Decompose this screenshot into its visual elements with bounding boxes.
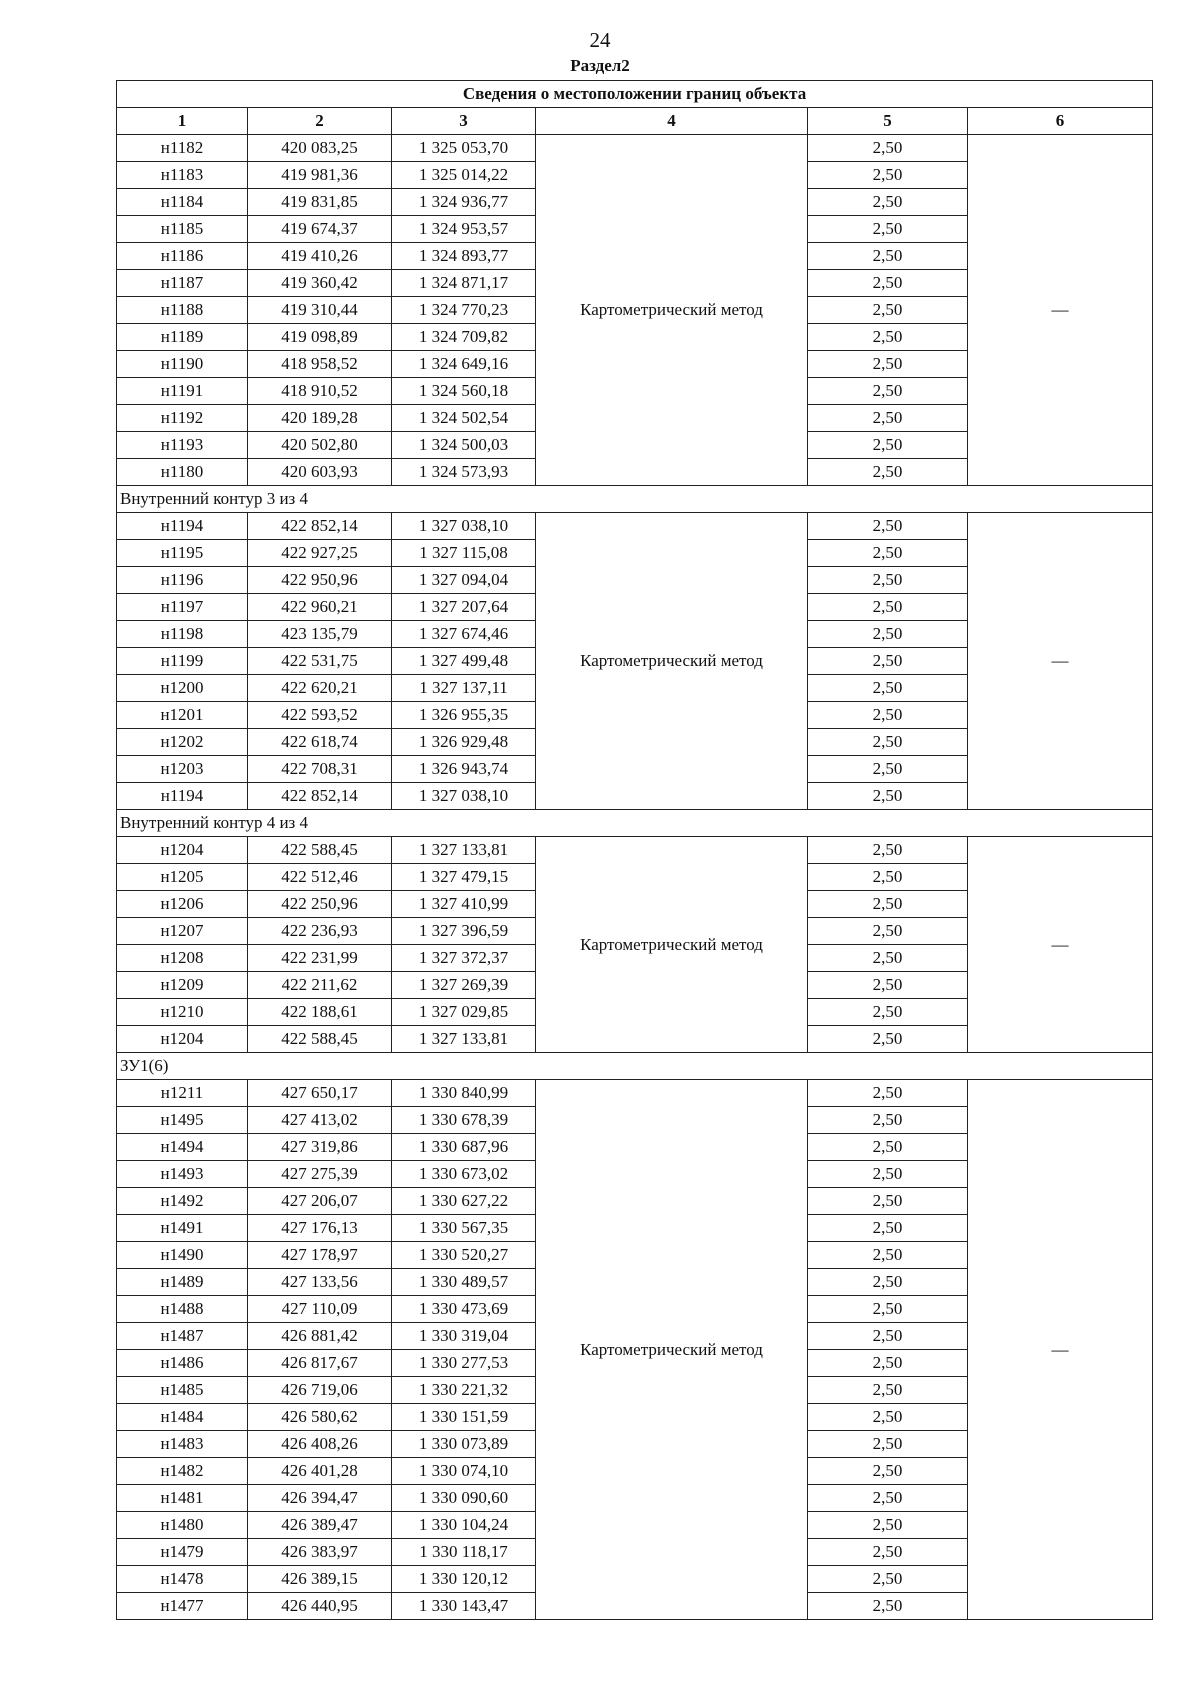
y-coordinate-cell: 1 330 277,53 [392, 1350, 536, 1377]
point-id-cell: н1188 [117, 297, 248, 324]
y-coordinate-cell: 1 330 520,27 [392, 1242, 536, 1269]
accuracy-cell: 2,50 [808, 1458, 968, 1485]
description-cell: — [968, 1080, 1153, 1620]
point-id-cell: н1196 [117, 567, 248, 594]
x-coordinate-cell: 422 852,14 [248, 513, 392, 540]
column-header: 2 [248, 108, 392, 135]
point-id-cell: н1206 [117, 891, 248, 918]
x-coordinate-cell: 422 950,96 [248, 567, 392, 594]
y-coordinate-cell: 1 324 871,17 [392, 270, 536, 297]
y-coordinate-cell: 1 327 038,10 [392, 783, 536, 810]
x-coordinate-cell: 427 319,86 [248, 1134, 392, 1161]
accuracy-cell: 2,50 [808, 594, 968, 621]
point-id-cell: н1482 [117, 1458, 248, 1485]
accuracy-cell: 2,50 [808, 783, 968, 810]
y-coordinate-cell: 1 324 893,77 [392, 243, 536, 270]
x-coordinate-cell: 420 502,80 [248, 432, 392, 459]
y-coordinate-cell: 1 327 133,81 [392, 1026, 536, 1053]
accuracy-cell: 2,50 [808, 1566, 968, 1593]
y-coordinate-cell: 1 330 143,47 [392, 1593, 536, 1620]
x-coordinate-cell: 426 580,62 [248, 1404, 392, 1431]
y-coordinate-cell: 1 324 953,57 [392, 216, 536, 243]
y-coordinate-cell: 1 330 673,02 [392, 1161, 536, 1188]
y-coordinate-cell: 1 327 499,48 [392, 648, 536, 675]
point-id-cell: н1200 [117, 675, 248, 702]
y-coordinate-cell: 1 327 372,37 [392, 945, 536, 972]
accuracy-cell: 2,50 [808, 1377, 968, 1404]
accuracy-cell: 2,50 [808, 1107, 968, 1134]
point-id-cell: н1194 [117, 513, 248, 540]
accuracy-cell: 2,50 [808, 918, 968, 945]
description-cell: — [968, 513, 1153, 810]
column-header: 4 [536, 108, 808, 135]
point-id-cell: н1198 [117, 621, 248, 648]
table-row [117, 837, 1153, 864]
x-coordinate-cell: 422 852,14 [248, 783, 392, 810]
point-id-cell: н1205 [117, 864, 248, 891]
x-coordinate-cell: 422 512,46 [248, 864, 392, 891]
x-coordinate-cell: 426 383,97 [248, 1539, 392, 1566]
y-coordinate-cell: 1 327 115,08 [392, 540, 536, 567]
y-coordinate-cell: 1 327 396,59 [392, 918, 536, 945]
accuracy-cell: 2,50 [808, 945, 968, 972]
point-id-cell: н1207 [117, 918, 248, 945]
accuracy-cell: 2,50 [808, 297, 968, 324]
column-header-row [117, 108, 1153, 135]
contour-label-row [117, 810, 1153, 837]
accuracy-cell: 2,50 [808, 432, 968, 459]
x-coordinate-cell: 419 674,37 [248, 216, 392, 243]
accuracy-cell: 2,50 [808, 999, 968, 1026]
y-coordinate-cell: 1 324 560,18 [392, 378, 536, 405]
accuracy-cell: 2,50 [808, 1593, 968, 1620]
table-title: Сведения о местоположении границ объекта [117, 81, 1153, 108]
y-coordinate-cell: 1 326 929,48 [392, 729, 536, 756]
point-id-cell: н1186 [117, 243, 248, 270]
point-id-cell: н1479 [117, 1539, 248, 1566]
accuracy-cell: 2,50 [808, 189, 968, 216]
y-coordinate-cell: 1 330 120,12 [392, 1566, 536, 1593]
x-coordinate-cell: 422 620,21 [248, 675, 392, 702]
y-coordinate-cell: 1 324 502,54 [392, 405, 536, 432]
y-coordinate-cell: 1 330 319,04 [392, 1323, 536, 1350]
y-coordinate-cell: 1 330 627,22 [392, 1188, 536, 1215]
point-id-cell: н1483 [117, 1431, 248, 1458]
contour-label-row [117, 1053, 1153, 1080]
accuracy-cell: 2,50 [808, 1431, 968, 1458]
accuracy-cell: 2,50 [808, 756, 968, 783]
x-coordinate-cell: 422 588,45 [248, 1026, 392, 1053]
boundary-table [116, 80, 1153, 1620]
accuracy-cell: 2,50 [808, 1242, 968, 1269]
accuracy-cell: 2,50 [808, 513, 968, 540]
point-id-cell: н1180 [117, 459, 248, 486]
accuracy-cell: 2,50 [808, 351, 968, 378]
y-coordinate-cell: 1 327 094,04 [392, 567, 536, 594]
table-row [117, 513, 1153, 540]
accuracy-cell: 2,50 [808, 1134, 968, 1161]
x-coordinate-cell: 420 083,25 [248, 135, 392, 162]
accuracy-cell: 2,50 [808, 243, 968, 270]
method-cell: Картометрический метод [536, 513, 808, 810]
accuracy-cell: 2,50 [808, 891, 968, 918]
y-coordinate-cell: 1 326 943,74 [392, 756, 536, 783]
y-coordinate-cell: 1 327 410,99 [392, 891, 536, 918]
point-id-cell: н1495 [117, 1107, 248, 1134]
point-id-cell: н1480 [117, 1512, 248, 1539]
accuracy-cell: 2,50 [808, 1350, 968, 1377]
x-coordinate-cell: 419 360,42 [248, 270, 392, 297]
point-id-cell: н1199 [117, 648, 248, 675]
accuracy-cell: 2,50 [808, 1188, 968, 1215]
x-coordinate-cell: 419 098,89 [248, 324, 392, 351]
accuracy-cell: 2,50 [808, 567, 968, 594]
point-id-cell: н1491 [117, 1215, 248, 1242]
accuracy-cell: 2,50 [808, 1215, 968, 1242]
x-coordinate-cell: 419 310,44 [248, 297, 392, 324]
point-id-cell: н1210 [117, 999, 248, 1026]
y-coordinate-cell: 1 330 090,60 [392, 1485, 536, 1512]
accuracy-cell: 2,50 [808, 162, 968, 189]
accuracy-cell: 2,50 [808, 1080, 968, 1107]
contour-label-row [117, 486, 1153, 513]
point-id-cell: н1192 [117, 405, 248, 432]
x-coordinate-cell: 419 831,85 [248, 189, 392, 216]
x-coordinate-cell: 423 135,79 [248, 621, 392, 648]
y-coordinate-cell: 1 327 029,85 [392, 999, 536, 1026]
y-coordinate-cell: 1 330 567,35 [392, 1215, 536, 1242]
x-coordinate-cell: 427 275,39 [248, 1161, 392, 1188]
x-coordinate-cell: 426 440,95 [248, 1593, 392, 1620]
x-coordinate-cell: 418 910,52 [248, 378, 392, 405]
point-id-cell: н1202 [117, 729, 248, 756]
point-id-cell: н1183 [117, 162, 248, 189]
point-id-cell: н1481 [117, 1485, 248, 1512]
column-header: 5 [808, 108, 968, 135]
x-coordinate-cell: 426 389,15 [248, 1566, 392, 1593]
accuracy-cell: 2,50 [808, 972, 968, 999]
accuracy-cell: 2,50 [808, 135, 968, 162]
x-coordinate-cell: 422 618,74 [248, 729, 392, 756]
x-coordinate-cell: 426 394,47 [248, 1485, 392, 1512]
accuracy-cell: 2,50 [808, 378, 968, 405]
y-coordinate-cell: 1 324 770,23 [392, 297, 536, 324]
x-coordinate-cell: 422 236,93 [248, 918, 392, 945]
method-cell: Картометрический метод [536, 1080, 808, 1620]
x-coordinate-cell: 426 719,06 [248, 1377, 392, 1404]
x-coordinate-cell: 422 927,25 [248, 540, 392, 567]
y-coordinate-cell: 1 327 038,10 [392, 513, 536, 540]
accuracy-cell: 2,50 [808, 648, 968, 675]
y-coordinate-cell: 1 324 500,03 [392, 432, 536, 459]
accuracy-cell: 2,50 [808, 405, 968, 432]
x-coordinate-cell: 427 413,02 [248, 1107, 392, 1134]
contour-label: Внутренний контур 3 из 4 [117, 486, 1153, 513]
y-coordinate-cell: 1 330 073,89 [392, 1431, 536, 1458]
accuracy-cell: 2,50 [808, 270, 968, 297]
method-cell: Картометрический метод [536, 135, 808, 486]
x-coordinate-cell: 427 176,13 [248, 1215, 392, 1242]
accuracy-cell: 2,50 [808, 837, 968, 864]
point-id-cell: н1191 [117, 378, 248, 405]
accuracy-cell: 2,50 [808, 864, 968, 891]
x-coordinate-cell: 422 211,62 [248, 972, 392, 999]
accuracy-cell: 2,50 [808, 1296, 968, 1323]
y-coordinate-cell: 1 324 649,16 [392, 351, 536, 378]
accuracy-cell: 2,50 [808, 702, 968, 729]
y-coordinate-cell: 1 330 118,17 [392, 1539, 536, 1566]
point-id-cell: н1194 [117, 783, 248, 810]
point-id-cell: н1182 [117, 135, 248, 162]
y-coordinate-cell: 1 324 936,77 [392, 189, 536, 216]
y-coordinate-cell: 1 327 133,81 [392, 837, 536, 864]
point-id-cell: н1484 [117, 1404, 248, 1431]
x-coordinate-cell: 418 958,52 [248, 351, 392, 378]
y-coordinate-cell: 1 330 678,39 [392, 1107, 536, 1134]
x-coordinate-cell: 422 188,61 [248, 999, 392, 1026]
description-cell: — [968, 135, 1153, 486]
y-coordinate-cell: 1 327 137,11 [392, 675, 536, 702]
x-coordinate-cell: 427 110,09 [248, 1296, 392, 1323]
point-id-cell: н1488 [117, 1296, 248, 1323]
x-coordinate-cell: 420 603,93 [248, 459, 392, 486]
point-id-cell: н1492 [117, 1188, 248, 1215]
point-id-cell: н1189 [117, 324, 248, 351]
y-coordinate-cell: 1 330 840,99 [392, 1080, 536, 1107]
point-id-cell: н1478 [117, 1566, 248, 1593]
x-coordinate-cell: 426 817,67 [248, 1350, 392, 1377]
x-coordinate-cell: 420 189,28 [248, 405, 392, 432]
accuracy-cell: 2,50 [808, 1269, 968, 1296]
y-coordinate-cell: 1 325 053,70 [392, 135, 536, 162]
accuracy-cell: 2,50 [808, 1512, 968, 1539]
accuracy-cell: 2,50 [808, 1485, 968, 1512]
x-coordinate-cell: 426 881,42 [248, 1323, 392, 1350]
x-coordinate-cell: 422 531,75 [248, 648, 392, 675]
point-id-cell: н1208 [117, 945, 248, 972]
point-id-cell: н1190 [117, 351, 248, 378]
x-coordinate-cell: 422 250,96 [248, 891, 392, 918]
x-coordinate-cell: 422 960,21 [248, 594, 392, 621]
table-row [117, 135, 1153, 162]
y-coordinate-cell: 1 327 207,64 [392, 594, 536, 621]
point-id-cell: н1197 [117, 594, 248, 621]
y-coordinate-cell: 1 326 955,35 [392, 702, 536, 729]
point-id-cell: н1204 [117, 1026, 248, 1053]
accuracy-cell: 2,50 [808, 1404, 968, 1431]
accuracy-cell: 2,50 [808, 1026, 968, 1053]
point-id-cell: н1490 [117, 1242, 248, 1269]
description-cell: — [968, 837, 1153, 1053]
x-coordinate-cell: 422 588,45 [248, 837, 392, 864]
y-coordinate-cell: 1 330 489,57 [392, 1269, 536, 1296]
point-id-cell: н1195 [117, 540, 248, 567]
x-coordinate-cell: 419 981,36 [248, 162, 392, 189]
x-coordinate-cell: 427 178,97 [248, 1242, 392, 1269]
point-id-cell: н1185 [117, 216, 248, 243]
x-coordinate-cell: 427 133,56 [248, 1269, 392, 1296]
accuracy-cell: 2,50 [808, 1323, 968, 1350]
point-id-cell: н1485 [117, 1377, 248, 1404]
y-coordinate-cell: 1 327 269,39 [392, 972, 536, 999]
accuracy-cell: 2,50 [808, 324, 968, 351]
accuracy-cell: 2,50 [808, 459, 968, 486]
point-id-cell: н1493 [117, 1161, 248, 1188]
y-coordinate-cell: 1 327 479,15 [392, 864, 536, 891]
contour-label: ЗУ1(6) [117, 1053, 1153, 1080]
accuracy-cell: 2,50 [808, 729, 968, 756]
x-coordinate-cell: 427 206,07 [248, 1188, 392, 1215]
y-coordinate-cell: 1 327 674,46 [392, 621, 536, 648]
x-coordinate-cell: 419 410,26 [248, 243, 392, 270]
point-id-cell: н1487 [117, 1323, 248, 1350]
y-coordinate-cell: 1 330 074,10 [392, 1458, 536, 1485]
point-id-cell: н1193 [117, 432, 248, 459]
point-id-cell: н1209 [117, 972, 248, 999]
section-title: Раздел2 [570, 56, 630, 75]
y-coordinate-cell: 1 330 151,59 [392, 1404, 536, 1431]
x-coordinate-cell: 427 650,17 [248, 1080, 392, 1107]
x-coordinate-cell: 422 231,99 [248, 945, 392, 972]
point-id-cell: н1201 [117, 702, 248, 729]
method-cell: Картометрический метод [536, 837, 808, 1053]
y-coordinate-cell: 1 324 709,82 [392, 324, 536, 351]
y-coordinate-cell: 1 324 573,93 [392, 459, 536, 486]
table-row [117, 1080, 1153, 1107]
point-id-cell: н1204 [117, 837, 248, 864]
column-header: 3 [392, 108, 536, 135]
x-coordinate-cell: 422 593,52 [248, 702, 392, 729]
x-coordinate-cell: 422 708,31 [248, 756, 392, 783]
accuracy-cell: 2,50 [808, 1161, 968, 1188]
y-coordinate-cell: 1 330 104,24 [392, 1512, 536, 1539]
x-coordinate-cell: 426 401,28 [248, 1458, 392, 1485]
point-id-cell: н1184 [117, 189, 248, 216]
column-header: 6 [968, 108, 1153, 135]
y-coordinate-cell: 1 330 221,32 [392, 1377, 536, 1404]
point-id-cell: н1486 [117, 1350, 248, 1377]
accuracy-cell: 2,50 [808, 540, 968, 567]
table-body [117, 135, 1153, 1620]
x-coordinate-cell: 426 408,26 [248, 1431, 392, 1458]
y-coordinate-cell: 1 325 014,22 [392, 162, 536, 189]
point-id-cell: н1187 [117, 270, 248, 297]
column-header: 1 [117, 108, 248, 135]
point-id-cell: н1203 [117, 756, 248, 783]
page-number: 24 [589, 28, 611, 52]
point-id-cell: н1211 [117, 1080, 248, 1107]
accuracy-cell: 2,50 [808, 675, 968, 702]
x-coordinate-cell: 426 389,47 [248, 1512, 392, 1539]
y-coordinate-cell: 1 330 687,96 [392, 1134, 536, 1161]
contour-label: Внутренний контур 4 из 4 [117, 810, 1153, 837]
accuracy-cell: 2,50 [808, 1539, 968, 1566]
point-id-cell: н1477 [117, 1593, 248, 1620]
accuracy-cell: 2,50 [808, 216, 968, 243]
y-coordinate-cell: 1 330 473,69 [392, 1296, 536, 1323]
point-id-cell: н1494 [117, 1134, 248, 1161]
accuracy-cell: 2,50 [808, 621, 968, 648]
point-id-cell: н1489 [117, 1269, 248, 1296]
